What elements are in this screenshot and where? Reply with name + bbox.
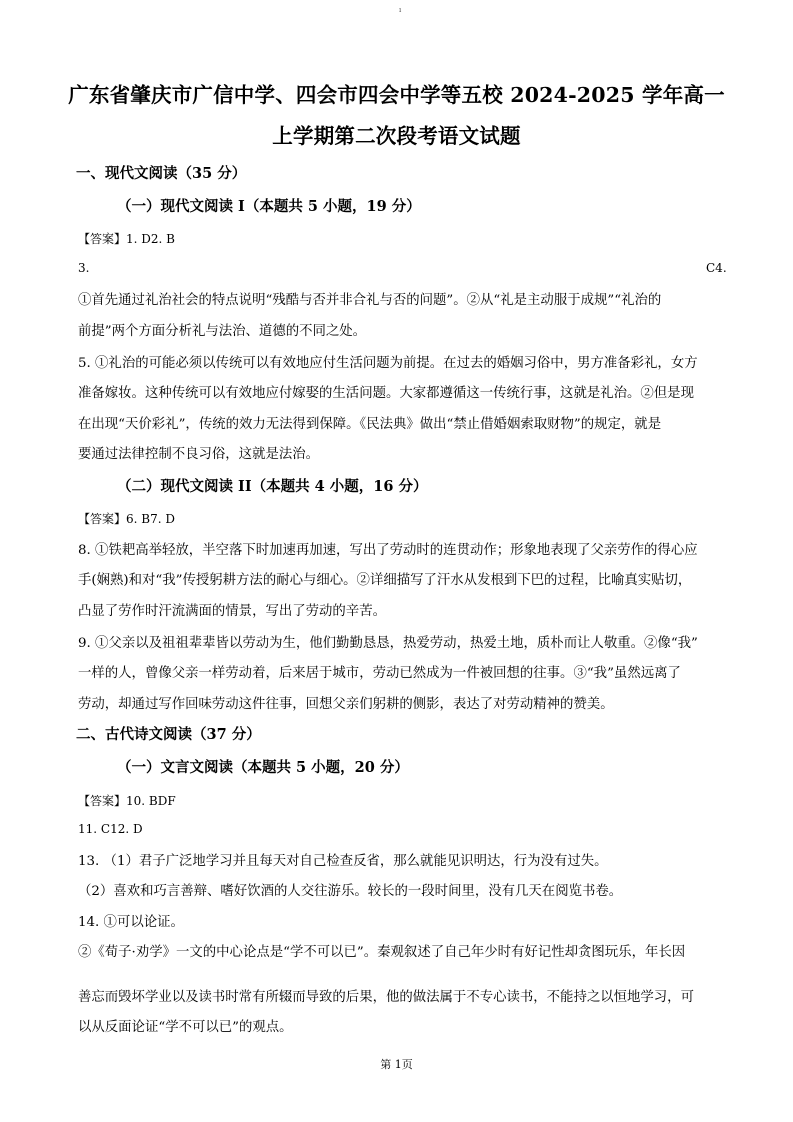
header-mark: ı <box>399 6 402 14</box>
section-2-heading: 二、古代诗文阅读（37 分） <box>76 726 261 743</box>
answer-5-line-4: 要通过法律控制不良习俗，这就是法治。 <box>78 447 320 462</box>
answer-13-line-2: （2）喜欢和巧言善辩、嗜好饮酒的人交往游乐。较长的一段时间里，没有几天在阅览书卷。 <box>78 884 623 899</box>
answer-4-line-1: ①首先通过礼治社会的特点说明“残酷与否并非合礼与否的问题”。②从“礼是主动服于成规”“礼治的 <box>78 293 662 308</box>
answer-5-line-3: 在出现“天价彩礼”，传统的效力无法得到保障。《民法典》做出“禁止借婚姻索取财物”的规定，就是 <box>78 417 662 432</box>
question-3-label: 3. <box>78 261 90 275</box>
section-1-part-2-heading: （二）现代文阅读 II（本题共 4 小题，16 分） <box>117 478 428 495</box>
answer-1-2: 【答案】1. D2. B <box>78 232 175 246</box>
answer-5-line-1: 5. ①礼治的可能必须以传统可以有效地应付生活问题为前提。在过去的婚姻习俗中，男方准备彩礼，女方 <box>78 356 698 371</box>
answer-14-line-4: 以从反面论证“学不可以已”的观点。 <box>78 1020 293 1035</box>
answer-4-line-2: 前提”两个方面分析礼与法治、道德的不同之处。 <box>78 324 367 339</box>
answer-9-line-2: 一样的人，曾像父亲一样劳动着，后来居于城市，劳动已然成为一件被回想的往事。③“我”虽然远离了 <box>78 666 681 681</box>
answer-13-line-1: 13. （1）君子广泛地学习并且每天对自己检查反省，那么就能见识明达，行为没有过失。 <box>78 854 608 869</box>
answer-14-line-3: 善忘而毁坏学业以及读书时常有所辍而导致的后果，他的做法属于不专心读书，不能持之以恒地学习，可 <box>78 990 694 1005</box>
answer-6-7: 【答案】6. B7. D <box>78 512 175 526</box>
answer-8-line-2: 手(娴熟)和对“我”传授躬耕方法的耐心与细心。②详细描写了汗水从发根到下巴的过程，比喻真实贴切， <box>78 573 692 588</box>
title-line-1: 广东省肇庆市广信中学、四会市四会中学等五校 2024-2025 学年高一 <box>68 83 725 107</box>
title-line-2: 上学期第二次段考语文试题 <box>272 124 521 148</box>
answer-5-line-2: 准备嫁妆。这种传统可以有效地应付嫁娶的生活问题。大家都遵循这一传统行事，这就是礼治。②但是现 <box>78 386 694 401</box>
answer-8-line-1: 8. ①铁耙高举轻放，半空落下时加速再加速，写出了劳动时的连贯动作；形象地表现了父亲劳作的得心应 <box>78 543 698 558</box>
page-number-footer: 第 1页 <box>380 1058 413 1071</box>
section-1-part-1-heading: （一）现代文阅读 I（本题共 5 小题，19 分） <box>117 198 421 215</box>
answer-10: 【答案】10. BDF <box>78 794 176 808</box>
section-2-part-1-heading: （一）文言文阅读（本题共 5 小题，20 分） <box>117 759 409 776</box>
answer-14-line-1: 14. ①可以论证。 <box>78 915 184 930</box>
answer-14-line-2: ②《荀子·劝学》一文的中心论点是“学不可以已”。秦观叙述了自己年少时有好记性却贪图玩乐，年长因 <box>78 945 686 960</box>
answer-11-12: 11. C12. D <box>78 822 143 836</box>
answer-9-line-3: 劳动，却通过写作回味劳动这件往事，回想父亲们躬耕的侧影，表达了对劳动精神的赞美。 <box>78 697 614 712</box>
answer-9-line-1: 9. ①父亲以及祖祖辈辈皆以劳动为生，他们勤勤恳恳，热爱劳动，热爱土地，质朴而让人敬重。②像“我” <box>78 636 698 651</box>
question-3-answer: C4. <box>706 261 727 275</box>
section-1-heading: 一、现代文阅读（35 分） <box>76 165 247 182</box>
answer-8-line-3: 凸显了劳作时汗流满面的情景，写出了劳动的辛苦。 <box>78 604 386 619</box>
